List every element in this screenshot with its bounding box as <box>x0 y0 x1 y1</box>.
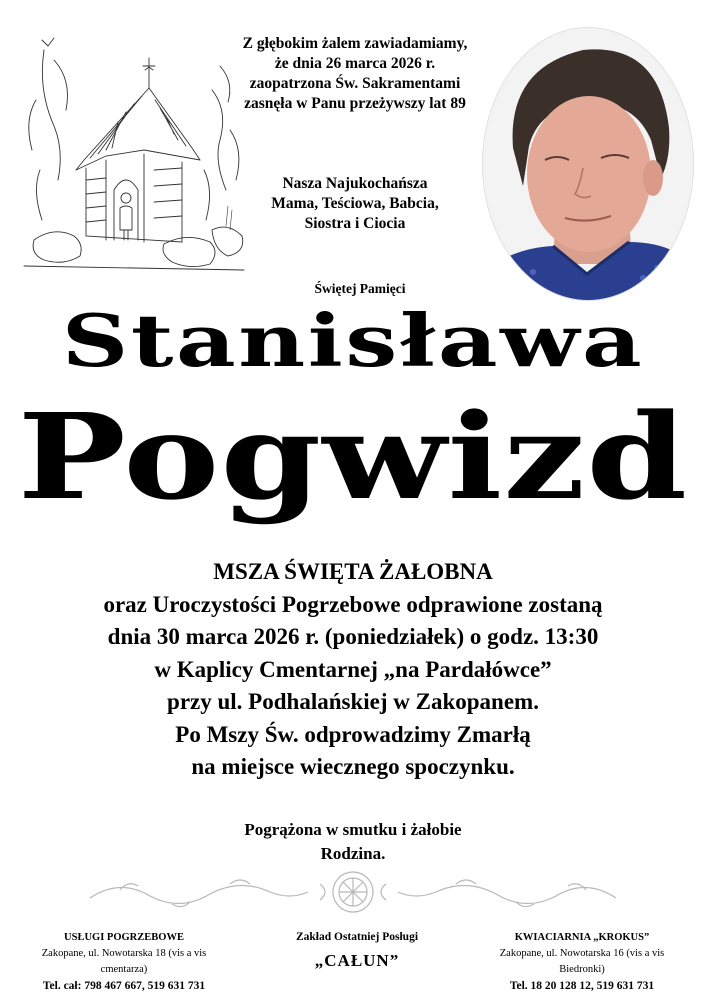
funeral-mass-details <box>20 556 686 784</box>
mourners-line: Pogrążona w smutku i żałobie <box>244 820 462 839</box>
footer-center-name: „CAŁUN” <box>314 951 400 970</box>
footer-right-title: KWIACIARNIA „KROKUS” <box>514 932 650 943</box>
family-relations-text <box>245 174 465 234</box>
chapel-sketch-image <box>14 30 250 276</box>
footer-funeral-services <box>20 930 228 994</box>
mass-heading: MSZA ŚWIĘTA ŻAŁOBNA <box>213 559 493 584</box>
announcement-line: że dnia 26 marca 2026 r. <box>274 55 436 72</box>
decorative-ornament <box>80 868 626 916</box>
mass-line: Po Mszy Św. odprowadzimy Zmarłą <box>175 721 531 747</box>
footer-left-phone: Tel. cał: 798 467 667, 519 631 731 <box>42 980 206 992</box>
footer-right-phone: Tel. 18 20 128 12, 519 631 731 <box>509 980 655 992</box>
footer-funeral-home <box>252 929 462 971</box>
mass-line: w Kaplicy Cmentarnej „na Pardałówce” <box>154 656 552 682</box>
mass-line: przy ul. Podhalańskiej w Zakopanem. <box>167 689 539 714</box>
footer-left-address: Zakopane, ul. Nowotarska 18 (vis a vis cmentarza) <box>41 948 207 975</box>
footer-right-address: Zakopane, ul. Nowotarska 16 (vis a vis Biedronki) <box>499 948 665 975</box>
mass-line: na miejsce wiecznego spoczynku. <box>191 754 515 779</box>
announcement-text <box>220 34 490 114</box>
footer-left-title: USŁUGI POGRZEBOWE <box>64 932 184 943</box>
mass-line: oraz Uroczystości Pogrzebowe odprawione zostaną <box>103 591 603 617</box>
footer-center-title: Zakład Ostatniej Posługi <box>295 931 419 943</box>
memory-label: Świętej Pamięci <box>314 281 406 296</box>
portrait-illustration <box>483 28 693 300</box>
announcement-line: zaopatrzona Św. Sakramentami <box>249 75 461 92</box>
relations-line: Mama, Teściowa, Babcia, <box>271 195 439 212</box>
deceased-first-name: Stanisława <box>61 298 645 383</box>
deceased-last-name: Pogwizd <box>17 387 689 526</box>
relations-line: Nasza Najukochańsza <box>282 175 428 192</box>
deceased-portrait-photo <box>483 28 693 300</box>
announcement-line: Z głębokim żalem zawiadamiamy, <box>242 35 468 52</box>
relations-line: Siostra i Ciocia <box>304 215 406 232</box>
mass-line: dnia 30 marca 2026 r. (poniedziałek) o godz. 13:30 <box>107 624 599 649</box>
mourners-signature <box>160 818 546 866</box>
footer-florist <box>476 930 688 994</box>
announcement-line: zasnęła w Panu przeżywszy lat 89 <box>244 95 466 112</box>
mourners-line: Rodzina. <box>320 844 386 863</box>
